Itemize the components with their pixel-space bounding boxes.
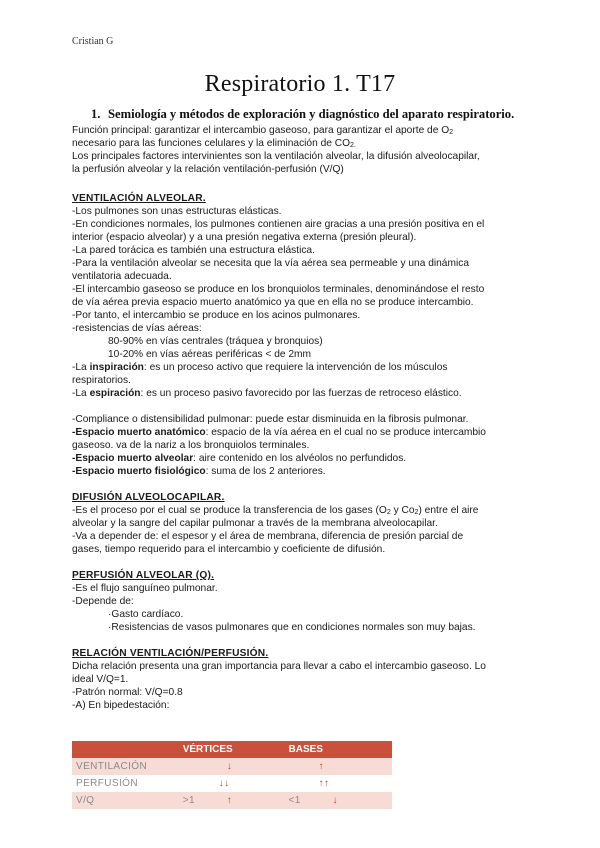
- body-line: -Depende de:: [72, 596, 134, 607]
- body-line: -Es el proceso por el cual se produce la transferencia de los gases ($O_2$ y $Co_2$) entre el aire: [72, 505, 479, 516]
- table-header-cell: [72, 741, 179, 758]
- document-body: [72, 124, 532, 712]
- body-line: -Es el flujo sanguíneo pulmonar.: [72, 583, 218, 594]
- subtitle-number: 1.: [91, 107, 101, 121]
- body-line: -El intercambio gaseoso se produce en los bronquiolos terminales, denominándose el resto: [72, 284, 485, 295]
- vertices-cell: >1 ↑: [179, 792, 285, 809]
- body-line: -Va a depender de: el espesor y el área de membrana, diferencia de presión parcial de: [72, 531, 464, 542]
- heading-ventilacion: VENTILACIÓN ALVEOLAR.: [72, 193, 206, 204]
- vertices-cell: [179, 775, 285, 792]
- body-line: gases, tiempo requerido para el intercambio y coeficiente de difusión.: [72, 544, 386, 555]
- table-row: [72, 758, 392, 775]
- body-line: -Los pulmones son unas estructuras elásticas.: [72, 206, 282, 217]
- arrow-icon: ↓↓: [218, 778, 230, 789]
- table-row: [72, 775, 392, 792]
- arrow-icon: ↑: [318, 761, 324, 772]
- body-line: -Para la ventilación alveolar se necesita que la vía aérea sea permeable y una dinámica: [72, 258, 469, 269]
- page-title: Respiratorio 1. T17: [204, 71, 396, 97]
- body-line: -La pared torácica es también una estructura elástica.: [72, 245, 315, 256]
- body-line: ventilatoria adecuada.: [72, 271, 172, 282]
- row-label: VENTILACIÓN: [72, 758, 179, 775]
- indented-line: ·Resistencias de vasos pulmonares que en condiciones normales son muy bajas.: [108, 622, 476, 633]
- body-line: -En condiciones normales, los pulmones contienen aire gracias a una presión positiva en el: [72, 219, 485, 230]
- body-line: Dicha relación presenta una gran importancia para llevar a cabo el intercambio gaseoso. Lo: [72, 661, 486, 672]
- body-line: -Compliance o distensibilidad pulmonar: puede estar disminuida en la fibrosis pulmonar.: [72, 414, 469, 425]
- table-header-cell: VÉRTICES: [179, 741, 285, 758]
- bases-cell: [285, 775, 392, 792]
- body-line: -Espacio muerto alveolar: aire contenido en los alvéolos no perfundidos.: [72, 453, 407, 464]
- body-line: -resistencias de vías aéreas:: [72, 323, 202, 334]
- bases-cell: <1 ↓: [285, 792, 392, 809]
- heading-difusion: DIFUSIÓN ALVEOLOCAPILAR.: [72, 492, 225, 503]
- vertices-cell: [179, 758, 285, 775]
- heading-perfusion: PERFUSIÓN ALVEOLAR (Q).: [72, 570, 215, 581]
- bases-cell: [285, 758, 392, 775]
- body-line: -La espiración: es un proceso pasivo favorecido por las fuerzas de retroceso elástico.: [72, 388, 462, 399]
- subtitle-text: Semiología y métodos de exploración y diagnóstico del aparato respiratorio.: [108, 107, 515, 121]
- body-line: alveolar y la sangre del capilar pulmonar a través de la membrana alveolocapilar.: [72, 518, 438, 529]
- arrow-icon: ↓: [332, 795, 338, 806]
- intro-line: necesario para las funciones celulares y la eliminación de $CO_{2.}$: [72, 138, 356, 149]
- indented-line: 10-20% en vías aéreas periféricas < de 2mm: [108, 349, 312, 360]
- body-line: de vía aérea previa espacio muerto anatómico ya que en ella no se produce intercambio.: [72, 297, 474, 308]
- body-line: -A) En bipedestación:: [72, 700, 170, 711]
- intro-line: Los principales factores intervinientes son la ventilación alveolar, la difusión alveolocapilar,: [72, 151, 480, 162]
- body-line: -La inspiración: es un proceso activo que requiere la intervención de los músculos: [72, 362, 448, 373]
- vq-table: [72, 741, 392, 809]
- arrow-icon: ↑↑: [318, 778, 330, 789]
- body-line: -Patrón normal: V/Q=0.8: [72, 687, 183, 698]
- intro-line: la perfusión alveolar y la relación ventilación-perfusión (V/Q): [72, 164, 344, 175]
- intro-line: Función principal: garantizar el intercambio gaseoso, para garantizar el aporte de $O_2$: [72, 125, 454, 136]
- body-line: respiratorios.: [72, 375, 131, 386]
- body-line: -Por tanto, el intercambio se produce en los acinos pulmonares.: [72, 310, 361, 321]
- indented-line: 80-90% en vías centrales (tráquea y bronquios): [108, 336, 323, 347]
- indented-line: ·Gasto cardíaco.: [108, 609, 184, 620]
- body-line: -Espacio muerto anatómico: espacio de la vía aérea en el cual no se produce intercambio: [72, 427, 486, 438]
- table-header-cell: BASES: [285, 741, 392, 758]
- table-row: [72, 792, 392, 809]
- heading-relacion: RELACIÓN VENTILACIÓN/PERFUSIÓN.: [72, 648, 269, 659]
- body-line: -Espacio muerto fisiológico: suma de los 2 anteriores.: [72, 466, 326, 477]
- arrow-icon: ↓: [226, 761, 233, 772]
- section-subtitle: [91, 107, 514, 122]
- body-line: ideal V/Q=1.: [72, 674, 129, 685]
- body-line: gaseoso. va de la nariz a los bronquiolos terminales.: [72, 440, 310, 451]
- author-name: Cristian G: [72, 36, 114, 47]
- table-header-row: [72, 741, 392, 758]
- row-label: V/Q: [72, 792, 179, 809]
- arrow-icon: ↑: [226, 795, 233, 806]
- row-label: PERFUSIÓN: [72, 775, 179, 792]
- body-line: interior (espacio alveolar) y a una presión negativa externa (presión pleural).: [72, 232, 417, 243]
